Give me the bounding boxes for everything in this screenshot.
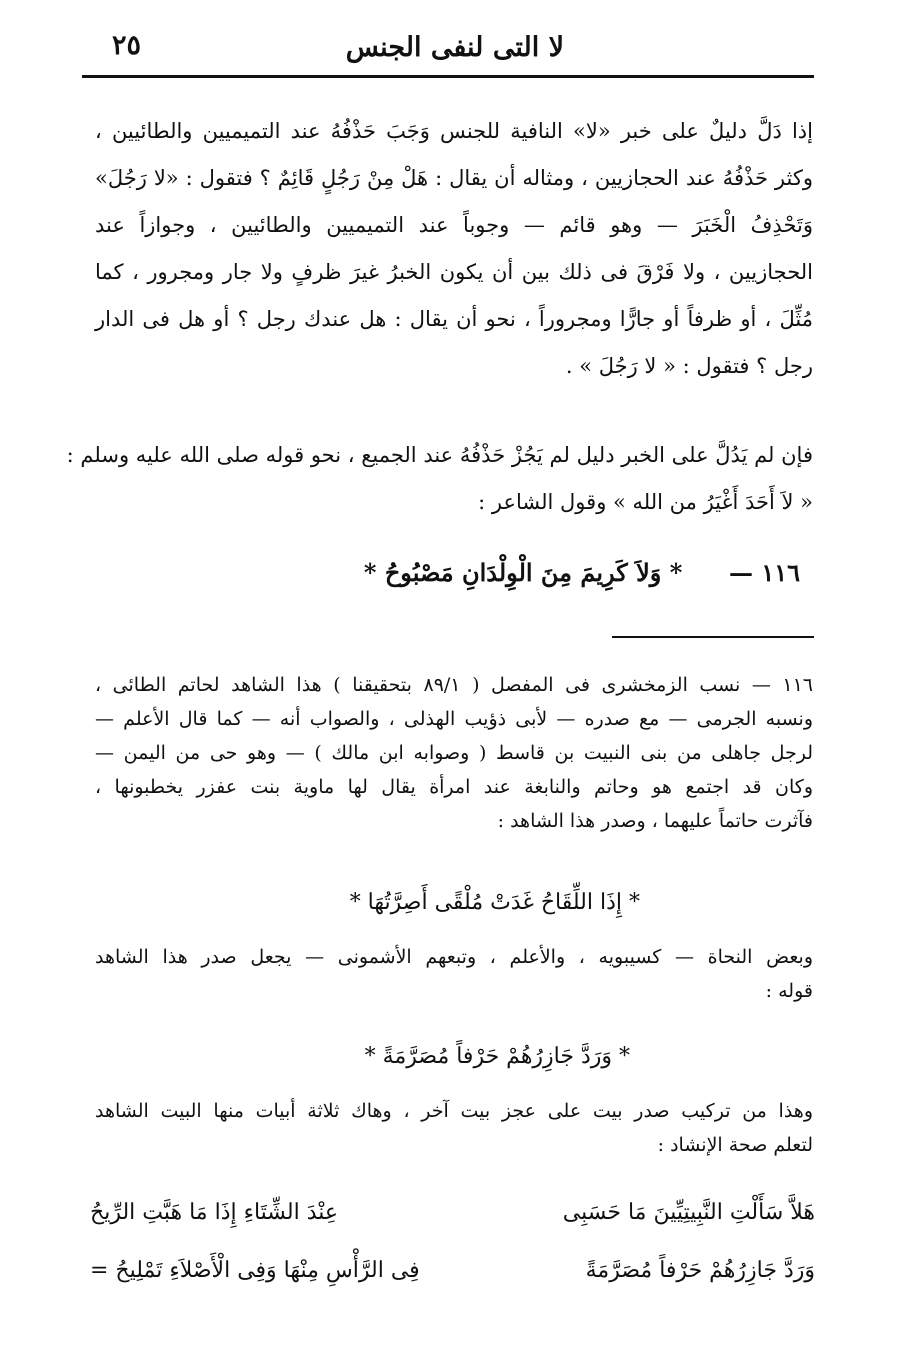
footnote-paragraph-1 xyxy=(95,668,813,838)
footnote-line: فآثرت حاتماً عليهما ، وصدر هذا الشاهد : xyxy=(497,810,813,832)
footnote-line: لرجل جاهلى من بنى النبيت بن قاسط ( وصوابه ابن مالك ) — وهو حى من اليمن — xyxy=(95,742,813,764)
footnote-line: ونسبه الجرمى — مع صدره — لأبى ذؤيب الهذلى ، والصواب أنه — كما قال الأعلم — xyxy=(95,708,813,730)
poem-line xyxy=(90,1200,815,1240)
text-line: « لاَ أَحَدَ أَغْيَرُ من الله » وقول الشاعر : xyxy=(478,490,813,514)
main-paragraph-1 xyxy=(95,108,813,390)
text-line: رجل ؟ فتقول : « لا رَجُلَ » . xyxy=(565,354,813,378)
header-rule xyxy=(82,75,814,78)
poem-first-hemistich: هَلاَّ سَأَلْتِ النَّبِيتِيِّينَ مَا حَسَبِى xyxy=(562,1200,815,1225)
footnote-paragraph-3 xyxy=(95,1094,813,1162)
text-line: إذا دَلَّ دليلٌ على خبر «لا» النافية للجنس وَجَبَ حَذْفُهُ عند التميميين والطائيين ، xyxy=(95,119,813,143)
footnote-line: لتعلم صحة الإنشاد : xyxy=(657,1134,813,1156)
text-line: وَتَحْذِفُ الْخَبَرَ — وهو قائم — وجوباً عند التميميين والطائيين ، وجوازاً عند xyxy=(95,213,813,237)
main-paragraph-2 xyxy=(66,432,813,526)
page-header xyxy=(82,22,814,74)
footnote-line: ١١٦ — نسب الزمخشرى فى المفصل ( ٨٩/١ بتحقيقنا ) هذا الشاهد لحاتم الطائى ، xyxy=(95,674,813,696)
footnote-verse-2: * وَرَدَّ جَازِرُهُمْ حَرْفاً مُصَرَّمَةً * xyxy=(364,1044,630,1069)
poem-second-hemistich: فِى الرَّأْسِ مِنْهَا وَفِى الْأَصْلاَءِ تَمْلِيحُ = xyxy=(90,1258,420,1283)
text-line: فإن لم يَدُلَّ على الخبر دليل لم يَجُزْ حَذْفُهُ عند الجميع ، نحو قوله صلى الله عليه وسلم : xyxy=(66,443,813,467)
footnote-line: وبعض النحاة — كسيبويه ، والأعلم ، وتبعهم الأشمونى — يجعل صدر هذا الشاهد xyxy=(95,946,813,968)
footnote-rule xyxy=(612,636,814,638)
page-number: ٢٥ xyxy=(112,30,142,61)
verse-text: * وَلاَ كَرِيمَ مِنَ الْوِلْدَانِ مَصْبُوحُ * xyxy=(363,558,683,587)
verse-number: ١١٦ — xyxy=(728,558,800,587)
main-verse xyxy=(200,558,800,587)
poem-line xyxy=(90,1258,815,1298)
text-line: الحجازيين ، ولا فَرْقَ فى ذلك بين أن يكون الخبرُ غيرَ ظرفٍ ولا جار ومجرور ، كما xyxy=(95,260,813,284)
poem-second-hemistich: عِنْدَ الشِّتَاءِ إِذَا مَا هَبَّتِ الرِّيحُ xyxy=(90,1200,339,1225)
poem-first-hemistich: وَرَدَّ جَازِرُهُمْ حَرْفاً مُصَرَّمَةً xyxy=(585,1258,815,1283)
footnote-paragraph-2 xyxy=(95,940,813,1008)
running-title: لا التى لنفى الجنس xyxy=(345,32,564,63)
footnote-verse-1: * إِذَا اللِّقَاحُ غَدَتْ مُلْقًى أَصِرَّتُهَا * xyxy=(349,890,640,915)
text-line: وكثر حَذْفُهُ عند الحجازيين ، ومثاله أن يقال : هَلْ مِنْ رَجُلٍ قَائِمٌ ؟ فتقول : «لا رَجُلَ» xyxy=(95,166,813,190)
footnote-line: وهذا من تركيب صدر بيت على عجز بيت آخر ، وهاك ثلاثة أبيات منها البيت الشاهد xyxy=(95,1100,813,1122)
text-line: مُثِّلَ ، أو ظرفاً أو جارًّا ومجروراً ، نحو أن يقال : هل عندك رجل ؟ أو هل فى الدار xyxy=(95,307,813,331)
footnote-line: وكان قد اجتمع هو وحاتم والنابغة عند امرأة يقال لها ماوية بنت عفزر يخطبونها ، xyxy=(95,776,813,798)
footnote-line: قوله : xyxy=(765,980,813,1002)
